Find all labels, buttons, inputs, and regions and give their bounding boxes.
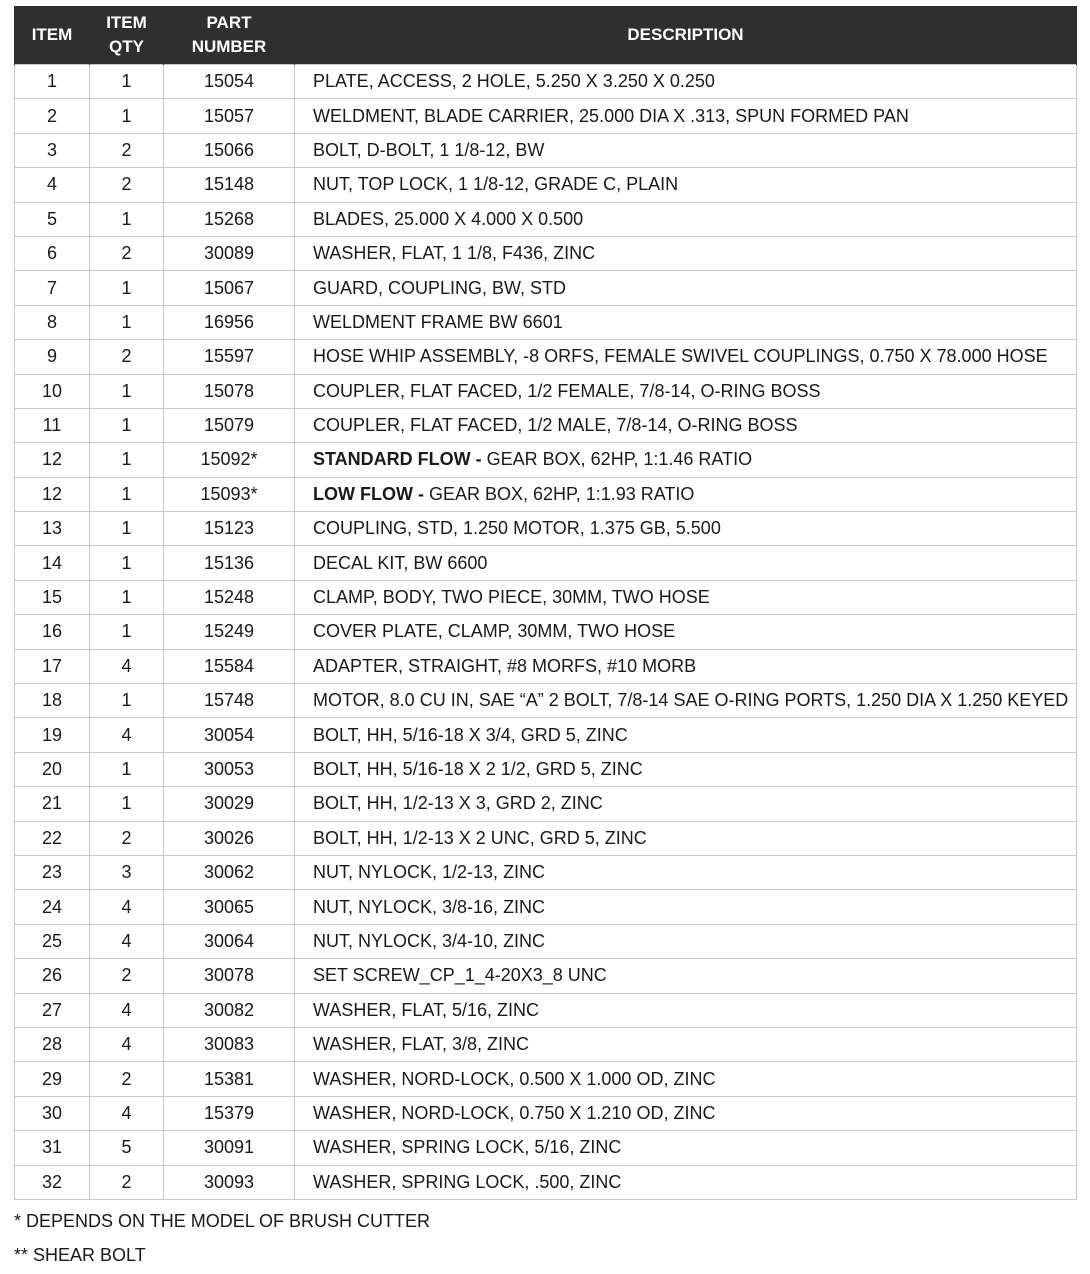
item-cell: 28: [15, 1027, 90, 1061]
item-cell: 20: [15, 752, 90, 786]
part-number-cell: 15584: [164, 649, 295, 683]
part-number-cell: 30089: [164, 236, 295, 270]
header-description: DESCRIPTION: [295, 6, 1077, 65]
part-number-cell: 15136: [164, 546, 295, 580]
description-text: CLAMP, BODY, TWO PIECE, 30MM, TWO HOSE: [313, 587, 710, 608]
header-part-number: PART NUMBER: [164, 6, 295, 65]
part-number-cell: 30082: [164, 993, 295, 1027]
description-cell: [295, 374, 1077, 408]
item-cell: 18: [15, 684, 90, 718]
description-text: SET SCREW_CP_1_4-20X3_8 UNC: [313, 965, 607, 986]
qty-cell: 1: [90, 408, 164, 442]
description-text: WASHER, FLAT, 3/8, ZINC: [313, 1034, 530, 1055]
description-cell: [295, 168, 1077, 202]
item-cell: 10: [15, 374, 90, 408]
part-number-cell: 15057: [164, 99, 295, 133]
footnote: ** SHEAR BOLT: [14, 1244, 146, 1265]
qty-cell: 5: [90, 1131, 164, 1165]
part-number-cell: 16956: [164, 305, 295, 339]
description-text: MOTOR, 8.0 CU IN, SAE “A” 2 BOLT, 7/8-14 SAE O-RING PORTS, 1.250 DIA X 1.250 KEYED: [313, 690, 1069, 711]
description-text: BOLT, HH, 1/2-13 X 3, GRD 2, ZINC: [313, 793, 603, 814]
qty-cell: 2: [90, 821, 164, 855]
qty-cell: 4: [90, 890, 164, 924]
description-cell: [295, 649, 1077, 683]
item-cell: 12: [15, 477, 90, 511]
part-number-cell: 30064: [164, 924, 295, 958]
description-text: WASHER, SPRING LOCK, .500, ZINC: [313, 1171, 622, 1192]
description-text: GEAR BOX, 62HP, 1:1.93 RATIO: [428, 483, 695, 504]
item-cell: 19: [15, 718, 90, 752]
description-text: NUT, TOP LOCK, 1 1/8-12, GRADE C, PLAIN: [313, 174, 679, 195]
table-row: [15, 959, 1077, 993]
description-text: BOLT, HH, 1/2-13 X 2 UNC, GRD 5, ZINC: [313, 827, 647, 848]
qty-cell: 4: [90, 1027, 164, 1061]
table-row: [15, 924, 1077, 958]
description-text: COUPLING, STD, 1.250 MOTOR, 1.375 GB, 5.500: [313, 518, 721, 539]
part-number-cell: 15249: [164, 615, 295, 649]
item-cell: 25: [15, 924, 90, 958]
item-cell: 13: [15, 512, 90, 546]
description-cell: [295, 408, 1077, 442]
flow-type-label: STANDARD FLOW -: [313, 449, 487, 470]
description-text: ADAPTER, STRAIGHT, #8 MORFS, #10 MORB: [313, 655, 697, 676]
item-cell: 2: [15, 99, 90, 133]
qty-cell: 2: [90, 340, 164, 374]
item-cell: 11: [15, 408, 90, 442]
description-cell: [295, 615, 1077, 649]
table-header: [15, 6, 1077, 65]
description-cell: [295, 340, 1077, 374]
qty-cell: 4: [90, 924, 164, 958]
table-row: [15, 443, 1077, 477]
item-cell: 1: [15, 65, 90, 99]
description-text: HOSE WHIP ASSEMBLY, -8 ORFS, FEMALE SWIVEL COUPLINGS, 0.750 X 78.000 HOSE: [313, 346, 1048, 367]
table-row: [15, 993, 1077, 1027]
description-text: GUARD, COUPLING, BW, STD: [313, 277, 567, 298]
description-cell: [295, 1131, 1077, 1165]
part-number-cell: 30065: [164, 890, 295, 924]
description-cell: [295, 477, 1077, 511]
table-row: [15, 408, 1077, 442]
part-number-cell: 15092*: [164, 443, 295, 477]
item-cell: 31: [15, 1131, 90, 1165]
part-number-cell: 30029: [164, 787, 295, 821]
part-number-cell: 15597: [164, 340, 295, 374]
part-number-cell: 15268: [164, 202, 295, 236]
qty-cell: 4: [90, 649, 164, 683]
qty-cell: 2: [90, 236, 164, 270]
description-cell: [295, 718, 1077, 752]
table-body: [15, 65, 1077, 1200]
description-cell: [295, 236, 1077, 270]
description-cell: [295, 1027, 1077, 1061]
item-cell: 24: [15, 890, 90, 924]
part-number-cell: 30026: [164, 821, 295, 855]
description-text: BLADES, 25.000 X 4.000 X 0.500: [313, 208, 584, 229]
table-row: [15, 236, 1077, 270]
item-cell: 23: [15, 855, 90, 889]
description-cell: [295, 787, 1077, 821]
table-row: [15, 787, 1077, 821]
description-text: WASHER, FLAT, 5/16, ZINC: [313, 999, 540, 1020]
part-number-cell: 15381: [164, 1062, 295, 1096]
qty-cell: 1: [90, 684, 164, 718]
table-row: [15, 202, 1077, 236]
item-cell: 6: [15, 236, 90, 270]
description-cell: [295, 133, 1077, 167]
table-row: [15, 305, 1077, 339]
table-row: [15, 821, 1077, 855]
description-text: BOLT, D-BOLT, 1 1/8-12, BW: [313, 139, 545, 160]
qty-cell: 3: [90, 855, 164, 889]
description-text: WASHER, NORD-LOCK, 0.750 X 1.210 OD, ZINC: [313, 1102, 716, 1123]
description-text: WASHER, SPRING LOCK, 5/16, ZINC: [313, 1137, 622, 1158]
table-row: [15, 512, 1077, 546]
qty-cell: 1: [90, 202, 164, 236]
item-cell: 27: [15, 993, 90, 1027]
description-cell: [295, 684, 1077, 718]
description-text: COVER PLATE, CLAMP, 30MM, TWO HOSE: [313, 621, 676, 642]
description-cell: [295, 1096, 1077, 1130]
header-item: ITEM: [15, 6, 90, 65]
description-cell: [295, 993, 1077, 1027]
table-row: [15, 1165, 1077, 1199]
description-cell: [295, 580, 1077, 614]
item-cell: 14: [15, 546, 90, 580]
qty-cell: 1: [90, 580, 164, 614]
description-cell: [295, 202, 1077, 236]
qty-cell: 4: [90, 1096, 164, 1130]
table-row: [15, 133, 1077, 167]
description-cell: [295, 855, 1077, 889]
description-text: DECAL KIT, BW 6600: [313, 552, 488, 573]
header-item-qty: ITEM QTY: [90, 6, 164, 65]
table-row: [15, 271, 1077, 305]
description-cell: [295, 821, 1077, 855]
footnote: * DEPENDS ON THE MODEL OF BRUSH CUTTER: [14, 1210, 431, 1231]
table-row: [15, 99, 1077, 133]
qty-cell: 2: [90, 959, 164, 993]
table-row: [15, 1062, 1077, 1096]
table-row: [15, 374, 1077, 408]
table-row: [15, 168, 1077, 202]
part-number-cell: 15123: [164, 512, 295, 546]
part-number-cell: 30091: [164, 1131, 295, 1165]
item-cell: 9: [15, 340, 90, 374]
table-row: [15, 718, 1077, 752]
item-cell: 15: [15, 580, 90, 614]
item-cell: 21: [15, 787, 90, 821]
table-row: [15, 615, 1077, 649]
item-cell: 30: [15, 1096, 90, 1130]
item-cell: 32: [15, 1165, 90, 1199]
description-cell: [295, 443, 1077, 477]
item-cell: 22: [15, 821, 90, 855]
table-row: [15, 649, 1077, 683]
item-cell: 29: [15, 1062, 90, 1096]
item-cell: 17: [15, 649, 90, 683]
qty-cell: 2: [90, 1062, 164, 1096]
description-cell: [295, 305, 1077, 339]
part-number-cell: 30053: [164, 752, 295, 786]
item-cell: 16: [15, 615, 90, 649]
part-number-cell: 15248: [164, 580, 295, 614]
parts-list: [14, 6, 1076, 1274]
qty-cell: 2: [90, 1165, 164, 1199]
table-row: [15, 477, 1077, 511]
item-cell: 4: [15, 168, 90, 202]
item-cell: 5: [15, 202, 90, 236]
item-cell: 12: [15, 443, 90, 477]
description-text: PLATE, ACCESS, 2 HOLE, 5.250 X 3.250 X 0.250: [313, 71, 715, 92]
description-text: NUT, NYLOCK, 3/8-16, ZINC: [313, 896, 546, 917]
part-number-cell: 15379: [164, 1096, 295, 1130]
table-row: [15, 752, 1077, 786]
qty-cell: 1: [90, 271, 164, 305]
qty-cell: 1: [90, 305, 164, 339]
qty-cell: 2: [90, 168, 164, 202]
qty-cell: 4: [90, 718, 164, 752]
qty-cell: 1: [90, 615, 164, 649]
description-text: COUPLER, FLAT FACED, 1/2 FEMALE, 7/8-14, O-RING BOSS: [313, 380, 821, 401]
item-cell: 3: [15, 133, 90, 167]
description-cell: [295, 924, 1077, 958]
description-text: WASHER, FLAT, 1 1/8, F436, ZINC: [313, 243, 596, 264]
flow-type-label: LOW FLOW -: [313, 483, 429, 504]
part-number-cell: 15148: [164, 168, 295, 202]
part-number-cell: 15093*: [164, 477, 295, 511]
description-text: BOLT, HH, 5/16-18 X 3/4, GRD 5, ZINC: [313, 724, 628, 745]
item-cell: 8: [15, 305, 90, 339]
part-number-cell: 30083: [164, 1027, 295, 1061]
item-cell: 26: [15, 959, 90, 993]
table-row: [15, 1096, 1077, 1130]
qty-cell: 4: [90, 993, 164, 1027]
qty-cell: 1: [90, 512, 164, 546]
item-cell: 7: [15, 271, 90, 305]
qty-cell: 1: [90, 99, 164, 133]
qty-cell: 1: [90, 477, 164, 511]
qty-cell: 2: [90, 133, 164, 167]
qty-cell: 1: [90, 546, 164, 580]
qty-cell: 1: [90, 443, 164, 477]
description-text: WASHER, NORD-LOCK, 0.500 X 1.000 OD, ZINC: [313, 1068, 716, 1089]
table-row: [15, 65, 1077, 99]
footnotes: [14, 1206, 1076, 1274]
part-number-cell: 15054: [164, 65, 295, 99]
part-number-cell: 15067: [164, 271, 295, 305]
description-cell: [295, 512, 1077, 546]
description-cell: [295, 959, 1077, 993]
table-row: [15, 890, 1077, 924]
table-row: [15, 580, 1077, 614]
table-row: [15, 546, 1077, 580]
description-text: BOLT, HH, 5/16-18 X 2 1/2, GRD 5, ZINC: [313, 759, 643, 779]
description-text: WELDMENT FRAME BW 6601: [313, 311, 563, 332]
table-row: [15, 340, 1077, 374]
part-number-cell: 15078: [164, 374, 295, 408]
description-cell: [295, 1062, 1077, 1096]
part-number-cell: 30054: [164, 718, 295, 752]
table-row: [15, 1131, 1077, 1165]
description-text: WELDMENT, BLADE CARRIER, 25.000 DIA X .313, SPUN FORMED PAN: [313, 105, 909, 126]
table-row: [15, 855, 1077, 889]
description-text: GEAR BOX, 62HP, 1:1.46 RATIO: [486, 449, 753, 470]
qty-cell: 1: [90, 65, 164, 99]
description-cell: [295, 1165, 1077, 1199]
description-cell: [295, 65, 1077, 99]
description-cell: [295, 752, 1077, 786]
description-cell: [295, 271, 1077, 305]
part-number-cell: 15066: [164, 133, 295, 167]
part-number-cell: 30078: [164, 959, 295, 993]
description-text: COUPLER, FLAT FACED, 1/2 MALE, 7/8-14, O-RING BOSS: [313, 415, 798, 436]
parts-table: [14, 6, 1077, 1200]
part-number-cell: 15748: [164, 684, 295, 718]
table-row: [15, 1027, 1077, 1061]
description-cell: [295, 546, 1077, 580]
part-number-cell: 30093: [164, 1165, 295, 1199]
description-cell: [295, 890, 1077, 924]
description-text: NUT, NYLOCK, 3/4-10, ZINC: [313, 930, 546, 951]
table-row: [15, 684, 1077, 718]
qty-cell: 1: [90, 787, 164, 821]
description-text: NUT, NYLOCK, 1/2-13, ZINC: [313, 862, 546, 883]
part-number-cell: 15079: [164, 408, 295, 442]
qty-cell: 1: [90, 752, 164, 786]
qty-cell: 1: [90, 374, 164, 408]
part-number-cell: 30062: [164, 855, 295, 889]
description-cell: [295, 99, 1077, 133]
